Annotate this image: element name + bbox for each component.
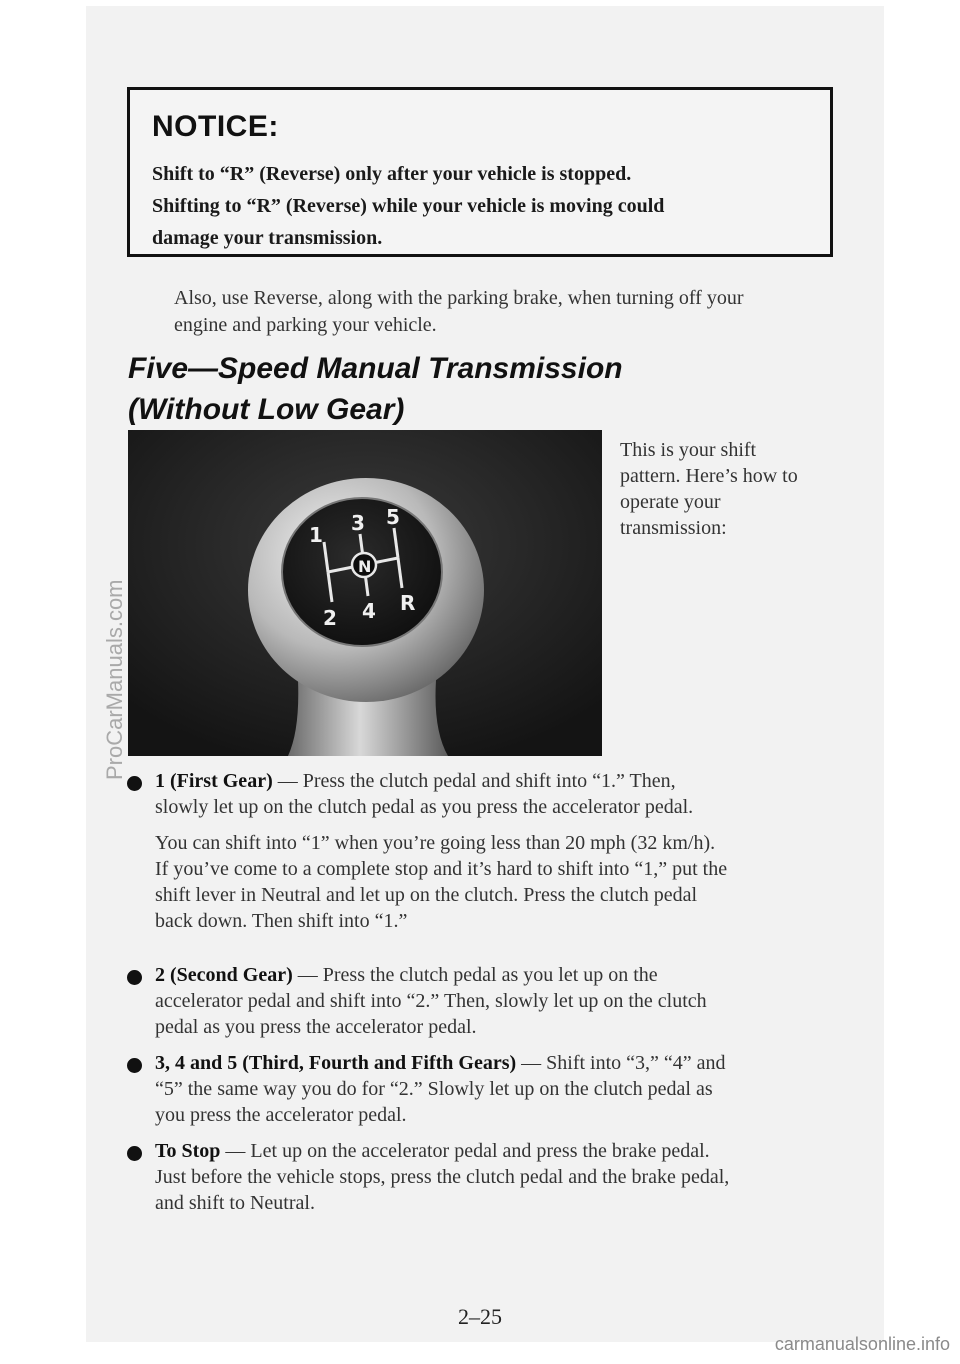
reverse-label: R <box>400 591 416 615</box>
caption-line-4: transmission: <box>620 517 727 539</box>
item-line: pedal as you press the accelerator pedal. <box>155 1016 477 1038</box>
heading-line-2: (Without Low Gear) <box>128 393 405 426</box>
item-line: Just before the vehicle stops, press the clutch pedal and the brake pedal, <box>155 1166 730 1188</box>
shift-knob-photo <box>128 430 602 756</box>
section-heading <box>128 348 828 430</box>
instruction-third-fourth-fifth-gears <box>155 1050 845 1128</box>
item-text: — Shift into “3,” “4” and <box>516 1052 726 1074</box>
shift-pattern-caption <box>620 437 840 541</box>
notice-box <box>127 87 833 257</box>
intro-line-1: Also, use Reverse, along with the parking brake, when turning off your <box>174 287 744 309</box>
item-text: — Press the clutch pedal and shift into “1.” Then, <box>272 770 676 792</box>
shift-knob-illustration <box>128 430 602 756</box>
watermark-left: ProCarManuals.com <box>102 579 127 780</box>
page-number: 2–25 <box>458 1304 502 1329</box>
gear-2-label: 2 <box>323 606 337 630</box>
notice-line-1: Shift to “R” (Reverse) only after your vehicle is stopped. <box>152 163 632 185</box>
item-term: To Stop <box>155 1140 221 1162</box>
item-line: slowly let up on the clutch pedal as you press the accelerator pedal. <box>155 796 694 818</box>
notice-title: NOTICE: <box>152 110 279 143</box>
gear-1-label: 1 <box>309 523 323 547</box>
heading-line-1: Five—Speed Manual Transmission <box>128 352 623 385</box>
intro-line-2: engine and parking your vehicle. <box>174 314 437 336</box>
item-term: 2 (Second Gear) <box>155 964 293 986</box>
gear-5-label: 5 <box>386 505 400 529</box>
item-line: you press the accelerator pedal. <box>155 1104 407 1126</box>
notice-line-3: damage your transmission. <box>152 227 383 249</box>
watermark-bottom: carmanualsonline.info <box>774 1334 950 1354</box>
notice-body <box>152 158 812 254</box>
item-line: and shift to Neutral. <box>155 1192 315 1214</box>
bullet-icon <box>127 776 142 791</box>
detail-line: You can shift into “1” when you’re going less than 20 mph (32 km/h). <box>155 832 716 854</box>
detail-line: If you’ve come to a complete stop and it’s hard to shift into “1,” put the <box>155 858 728 880</box>
neutral-label: N <box>358 557 372 576</box>
first-gear-detail-paragraph <box>155 830 845 934</box>
bullet-icon <box>127 970 142 985</box>
bullet-icon <box>127 1146 142 1161</box>
item-text: — Press the clutch pedal as you let up on the <box>292 964 658 986</box>
gear-4-label: 4 <box>362 599 376 623</box>
caption-line-3: operate your <box>620 491 721 513</box>
bullet-icon <box>127 1058 142 1073</box>
instruction-second-gear <box>155 962 845 1040</box>
item-term: 1 (First Gear) <box>155 770 273 792</box>
caption-line-1: This is your shift <box>620 439 757 461</box>
instruction-first-gear <box>155 768 845 820</box>
instruction-to-stop <box>155 1138 845 1216</box>
item-line: “5” the same way you do for “2.” Slowly let up on the clutch pedal as <box>155 1078 713 1100</box>
notice-line-2: Shifting to “R” (Reverse) while your vehicle is moving could <box>152 195 665 217</box>
item-text: — Let up on the accelerator pedal and press the brake pedal. <box>220 1140 710 1162</box>
intro-paragraph <box>174 285 854 339</box>
detail-line: shift lever in Neutral and let up on the clutch. Press the clutch pedal <box>155 884 698 906</box>
gear-3-label: 3 <box>351 511 365 535</box>
item-term: 3, 4 and 5 (Third, Fourth and Fifth Gears) <box>155 1052 517 1074</box>
item-line: accelerator pedal and shift into “2.” Then, slowly let up on the clutch <box>155 990 707 1012</box>
caption-line-2: pattern. Here’s how to <box>620 465 798 487</box>
detail-line: back down. Then shift into “1.” <box>155 910 408 932</box>
